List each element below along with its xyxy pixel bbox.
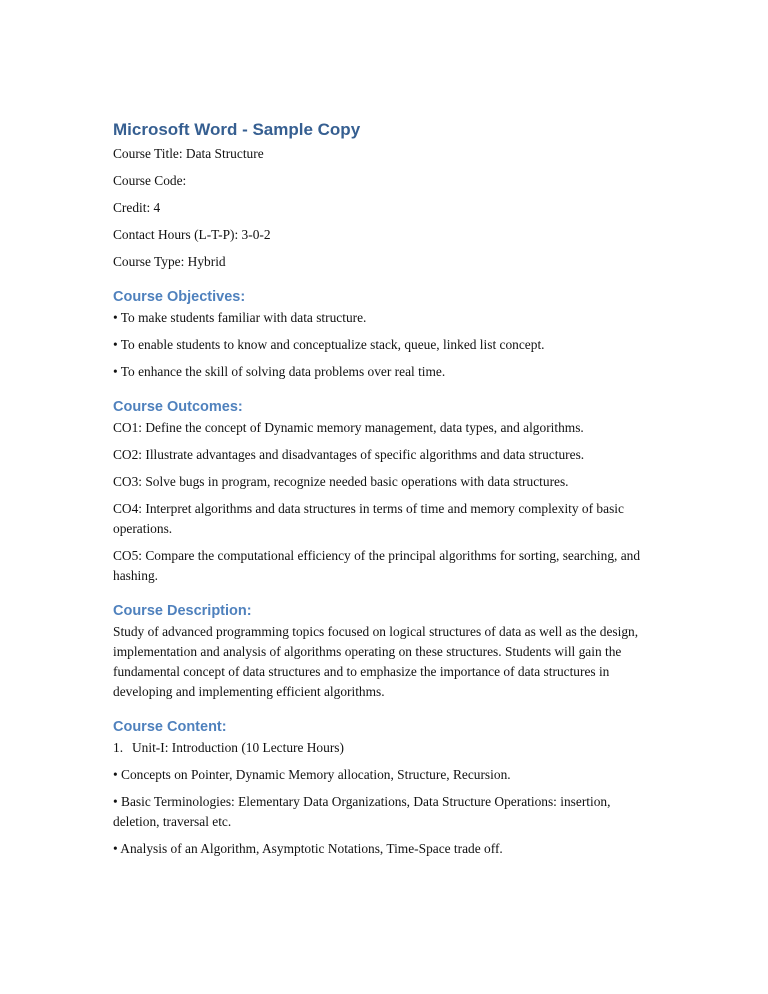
description-heading: Course Description: xyxy=(113,603,252,619)
objective-item: • To make students familiar with data structure. xyxy=(113,310,367,325)
content-heading: Course Content: xyxy=(113,719,227,735)
course-title: Course Title: Data Structure xyxy=(113,146,264,161)
credit: Credit: 4 xyxy=(113,200,161,215)
unit-title-text: Unit-I: Introduction (10 Lecture Hours) xyxy=(132,740,344,755)
unit-title xyxy=(113,738,653,758)
description-text: Study of advanced programming topics focused on logical structures of data as well as the design, implementation and analysis of algorithms operating on these structures. Students will gain the fundamental concept of data structures and to emphasize the importance of data structures in developing and implementing efficient algorithms. xyxy=(113,624,639,699)
content-item: • Analysis of an Algorithm, Asymptotic Notations, Time-Space trade off. xyxy=(113,841,503,856)
outcome-item: CO4: Interpret algorithms and data structures in terms of time and memory complexity of basic operations. xyxy=(113,501,624,536)
objective-item: • To enable students to know and conceptualize stack, queue, linked list concept. xyxy=(113,337,545,352)
objectives-heading: Course Objectives: xyxy=(113,289,246,305)
course-type: Course Type: Hybrid xyxy=(113,254,226,269)
outcome-item: CO5: Compare the computational efficiency of the principal algorithms for sorting, searching, and hashing. xyxy=(113,548,641,583)
unit-number: 1. xyxy=(113,740,124,755)
content-item: • Concepts on Pointer, Dynamic Memory allocation, Structure, Recursion. xyxy=(113,767,511,782)
outcome-item: CO3: Solve bugs in program, recognize needed basic operations with data structures. xyxy=(113,474,569,489)
contact-hours: Contact Hours (L-T-P): 3-0-2 xyxy=(113,227,271,242)
document-title: Microsoft Word - Sample Copy xyxy=(113,120,361,139)
course-code: Course Code: xyxy=(113,173,187,188)
outcome-item: CO1: Define the concept of Dynamic memory management, data types, and algorithms. xyxy=(113,420,584,435)
outcome-item: CO2: Illustrate advantages and disadvantages of specific algorithms and data structures. xyxy=(113,447,585,462)
outcomes-heading: Course Outcomes: xyxy=(113,399,243,415)
objective-item: • To enhance the skill of solving data problems over real time. xyxy=(113,364,446,379)
content-item: • Basic Terminologies: Elementary Data Organizations, Data Structure Operations: insertion, deletion, traversal etc. xyxy=(113,794,611,829)
document-page xyxy=(113,118,653,866)
